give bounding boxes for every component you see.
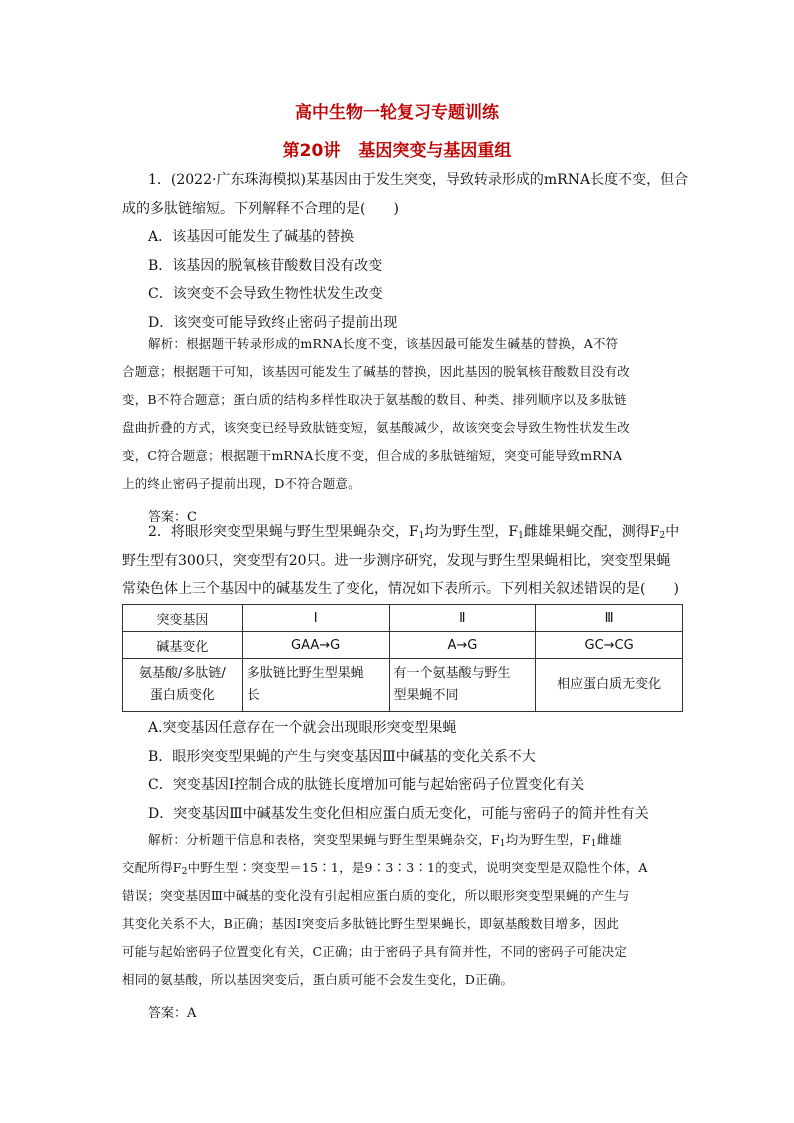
table-cell: Ⅲ [536,605,683,632]
lecture-title [0,136,794,161]
question-1 [122,166,689,337]
table-cell: A→G [389,632,536,659]
q2-option-a: A.突变基因任意存在一个就会出现眼形突变型果蝇 [148,720,457,736]
q2-analysis [122,826,682,1028]
table-cell: 碱基变化 [123,632,243,659]
q2-stem-line: 野生型有300只，突变型有20只。进一步测序研究，发现与野生型果蝇相比，突变型果蝇 [122,552,671,569]
q1-stem-line: 成的多肽链缩短。下列解释不合理的是( ) [122,200,399,217]
q2-option-c: C．突变基因Ⅰ控制合成的肽链长度增加可能与起始密码子位置变化有关 [148,777,585,793]
table-row [123,632,683,659]
q2-analysis-line: 错误；突变基因Ⅲ中碱基的变化没有引起相应蛋白质的变化，所以眼形突变型果蝇的产生与 [122,888,630,903]
q1-analysis-line: 合题意；根据题干可知，该基因可能发生了碱基的替换，因此基因的脱氧核苷酸数目没有改 [122,364,631,379]
q2-options [122,714,682,828]
q1-analysis-line: 变，C符合题意；根据题干mRNA长度不变，但合成的多肽链缩短，突变可能导致mRNA [122,448,623,463]
mutation-table [122,604,683,712]
q1-option-d: D．该突变可能导致终止密码子提前出现 [148,314,398,331]
q2-analysis-line: 可能与起始密码子位置变化有关，C正确；由于密码子具有简并性，不同的密码子可能决定 [122,944,628,959]
question-2 [122,518,682,604]
q1-analysis-line: 盘曲折叠的方式，该突变已经导致肽链变短，氨基酸减少，故该突变会导致生物性状发生改 [122,420,631,435]
q2-analysis-line: 相同的氨基酸，所以基因突变后，蛋白质可能不会发生变化，D正确。 [122,972,514,987]
table-cell: GAA→G [242,632,389,659]
table-cell: 突变基因 [123,605,243,632]
q1-analysis-line: 变，B不符合题意；蛋白质的结构多样性取决于氨基酸的数目、种类、排列顺序以及多肽链 [122,392,627,407]
series-title: 高中生物一轮复习专题训练 [295,103,499,123]
q1-option-b: B．该基因的脱氧核苷酸数目没有改变 [148,257,383,274]
table-row [123,605,683,632]
table-cell: Ⅱ [389,605,536,632]
q2-stem-line: 常染色体上三个基因中的碱基发生了变化，情况如下表所示。下列相关叙述错误的是( ) [122,581,679,597]
q2-option-b: B．眼形突变型果蝇的产生与突变基因Ⅲ中碱基的变化关系不大 [148,748,536,765]
q1-option-c: C．该突变不会导致生物性状发生改变 [148,286,383,302]
table-cell: 相应蛋白质无变化 [536,659,683,712]
lecture-topic: 基因突变与基因重组 [358,141,512,161]
lecture-number: 第20讲 [282,141,341,161]
q2-stem-line: 2．将眼形突变型果蝇与野生型果蝇杂交，$F_1$均为野生型，$F_1$雌雄果蝇交配，测得$F_2$中 [148,524,680,541]
table-cell: Ⅰ [242,605,389,632]
table-cell: 有一个氨基酸与野生 型果蝇不同 [389,659,536,712]
q2-analysis-line: 解析：分析题干信息和表格，突变型果蝇与野生型果蝇杂交，$F_1$均为野生型，$F_1$雌雄 [148,832,623,849]
q2-analysis-line: 其变化关系不大，B正确；基因Ⅰ突变后多肽链比野生型果蝇长，即氨基酸数目增多，因此 [122,916,620,931]
q1-stem-line: 1．(2022·广东珠海模拟)某基因由于发生突变，导致转录形成的mRNA长度不变，但合 [148,172,689,188]
q2-answer: 答案：A [148,1006,197,1021]
q1-option-a: A．该基因可能发生了碱基的替换 [148,229,355,245]
q1-analysis [122,330,682,532]
table-row [123,659,683,712]
q2-option-d: D．突变基因Ⅲ中碱基发生变化但相应蛋白质无变化，可能与密码子的简并性有关 [148,805,649,822]
q1-analysis-line: 上的终止密码子提前出现，D不符合题意。 [122,476,361,491]
q1-analysis-line: 解析：根据题干转录形成的mRNA长度不变，该基因最可能发生碱基的替换，A不符 [148,336,619,351]
table-cell: 氨基酸/多肽链/ 蛋白质变化 [123,659,243,712]
q2-analysis-line: 交配所得$F_2$中野生型∶突变型＝15∶1，是9∶3∶3∶1的变式，说明突变型是双隐性个体，A [122,860,648,877]
table-cell: GC→CG [536,632,683,659]
q1-answer: 答案：C [148,510,197,525]
table-cell: 多肽链比野生型果蝇 长 [242,659,389,712]
